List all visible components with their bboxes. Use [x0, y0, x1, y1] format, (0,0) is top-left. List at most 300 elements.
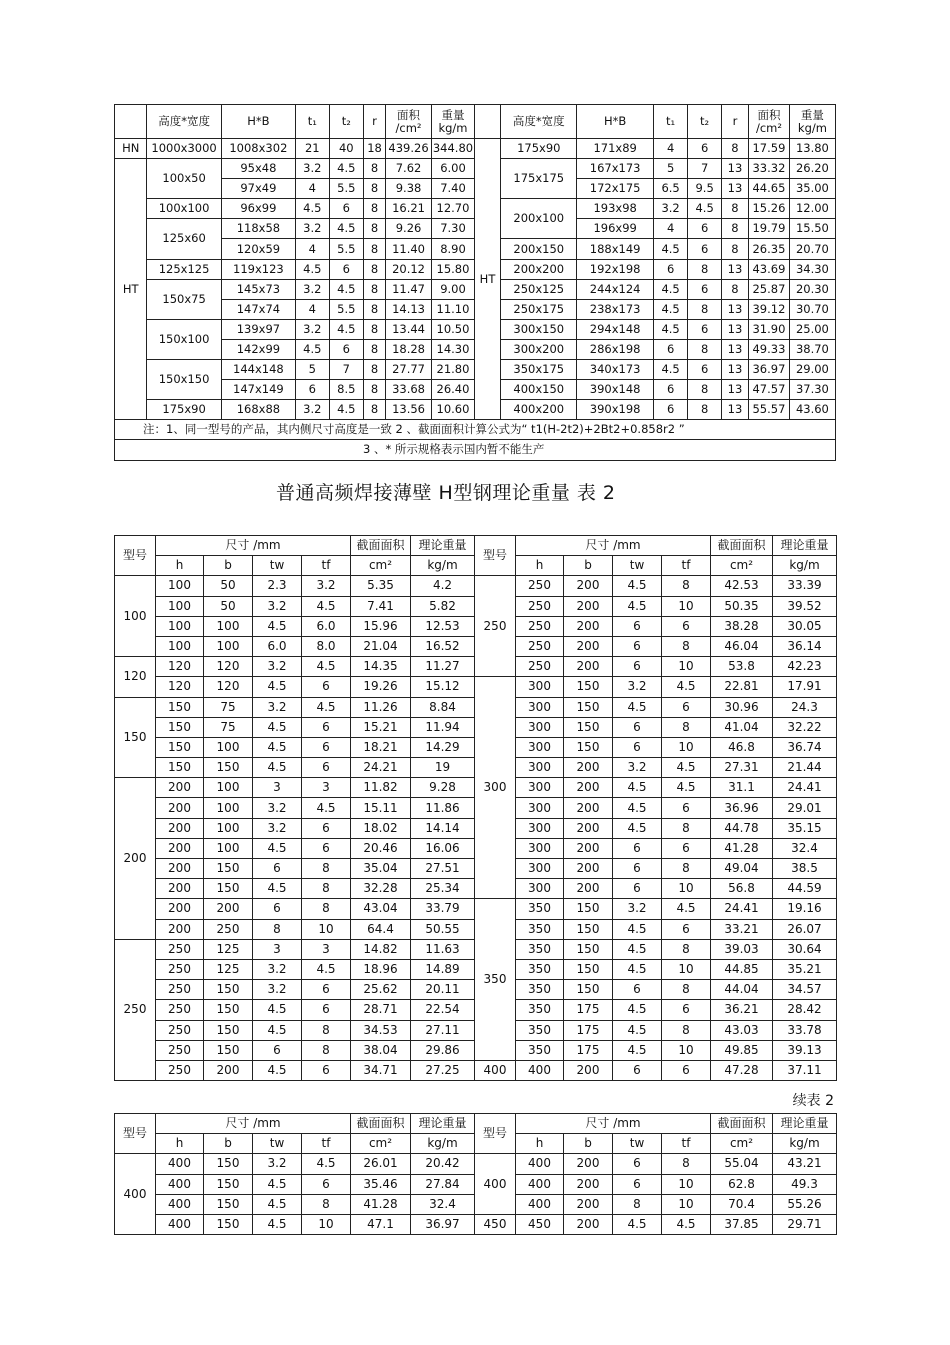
table-cell: 300 — [516, 798, 564, 818]
table-cell: 8 — [364, 299, 386, 319]
table-cell: 36.97 — [749, 360, 790, 380]
column-header: kg/m — [773, 1134, 837, 1154]
table-cell: 6 — [653, 400, 688, 420]
table-cell: 4.5 — [653, 299, 688, 319]
table-cell: 24.41 — [711, 899, 773, 919]
table-cell: 8 — [721, 279, 748, 299]
table-cell: 4.5 — [329, 159, 364, 179]
table-cell: 14.29 — [411, 737, 475, 757]
separator-cell — [474, 105, 500, 139]
table-cell: 4.5 — [613, 818, 662, 838]
table-cell: 6 — [662, 798, 711, 818]
table-cell: 4.5 — [653, 319, 688, 339]
table-cell: 200 — [564, 838, 613, 858]
table-cell: 14.30 — [432, 339, 475, 359]
table3-body — [115, 1114, 837, 1235]
table-cell: 55.57 — [749, 400, 790, 420]
table-cell: 200 — [204, 1060, 253, 1080]
table-cell: 340x173 — [577, 360, 653, 380]
table-cell: 6 — [653, 259, 688, 279]
table-cell: 20.30 — [789, 279, 835, 299]
table-cell: 37.11 — [773, 1060, 837, 1080]
table-cell: 390x198 — [577, 400, 653, 420]
table-cell: 400 — [516, 1060, 564, 1080]
table-cell: 4.5 — [253, 677, 302, 697]
table-cell: 4.5 — [253, 737, 302, 757]
table-cell: 200 — [204, 899, 253, 919]
table-cell: 100x50 — [147, 159, 221, 199]
table-cell: 200 — [564, 596, 613, 616]
table-cell: 3.2 — [253, 1154, 302, 1174]
table-cell: 10 — [662, 1040, 711, 1060]
table-cell: 10 — [662, 879, 711, 899]
table-cell: 6 — [302, 717, 351, 737]
table-cell: 35.04 — [351, 859, 411, 879]
table-cell: 350 — [516, 899, 564, 919]
table-cell: 150 — [204, 1040, 253, 1060]
table-cell: 14.13 — [386, 299, 432, 319]
table-cell: 6 — [662, 838, 711, 858]
h-steel-table-3 — [114, 1113, 837, 1235]
table-cell: 44.65 — [749, 179, 790, 199]
table-cell: 4.5 — [653, 279, 688, 299]
table-cell: 75 — [204, 717, 253, 737]
table-cell: 6 — [329, 259, 364, 279]
table-cell: 17.91 — [773, 677, 837, 697]
table-cell: 30.64 — [773, 939, 837, 959]
type-label: HT — [474, 139, 500, 420]
table-cell: 5.5 — [329, 299, 364, 319]
table-cell: 15.96 — [351, 616, 411, 636]
table-cell: 100 — [204, 838, 253, 858]
table-cell: 50 — [204, 576, 253, 596]
table-cell: 200 — [564, 1060, 613, 1080]
table-cell: 4 — [296, 239, 329, 259]
table-cell: 14.82 — [351, 939, 411, 959]
table-cell: 96x99 — [221, 199, 295, 219]
table-cell: 3.2 — [296, 219, 329, 239]
table-cell: 200x150 — [501, 239, 577, 259]
column-header: tw — [613, 556, 662, 576]
table-cell: 5 — [653, 159, 688, 179]
table-cell: 46.8 — [711, 737, 773, 757]
table-cell: 8 — [688, 259, 721, 279]
table-cell: 27.51 — [411, 859, 475, 879]
table-cell: 6 — [302, 980, 351, 1000]
column-header: b — [564, 556, 613, 576]
table-cell: 439.26 — [386, 139, 432, 159]
table-cell: 120 — [204, 677, 253, 697]
table-cell: 300 — [516, 677, 564, 697]
table-cell: 150 — [204, 1174, 253, 1194]
table-cell: 6 — [302, 818, 351, 838]
table-cell: 200 — [156, 879, 204, 899]
table-cell: 200 — [156, 838, 204, 858]
table-cell: 150 — [564, 899, 613, 919]
column-header: t₁ — [653, 105, 688, 139]
column-header: 尺寸 /mm — [516, 1114, 711, 1134]
table-cell: 400 — [156, 1194, 204, 1214]
table-cell: 7 — [329, 360, 364, 380]
table-cell: 8 — [364, 199, 386, 219]
continued-label: 续表 2 — [792, 1093, 834, 1109]
table-cell: 6.00 — [432, 159, 475, 179]
table-cell: 8.0 — [302, 636, 351, 656]
table-cell: 15.26 — [749, 199, 790, 219]
table-cell: 8.84 — [411, 697, 475, 717]
table-cell: 300 — [516, 838, 564, 858]
table-cell: 400 — [516, 1154, 564, 1174]
table-cell: 20.12 — [386, 259, 432, 279]
table-cell: 14.14 — [411, 818, 475, 838]
table-cell: 250 — [156, 1060, 204, 1080]
table-cell: 8 — [613, 1194, 662, 1214]
table-cell: 11.10 — [432, 299, 475, 319]
table-cell: 6 — [613, 838, 662, 858]
table-cell: 3 — [253, 939, 302, 959]
table-cell: 25.62 — [351, 980, 411, 1000]
table-cell: 100x100 — [147, 199, 221, 219]
table2-body — [115, 536, 837, 1081]
table-cell: 8 — [662, 1154, 711, 1174]
table-cell: 350 — [516, 939, 564, 959]
table-cell: 100 — [156, 636, 204, 656]
table-cell: 4.5 — [662, 778, 711, 798]
table-row — [115, 1154, 837, 1174]
table-cell: 142x99 — [221, 339, 295, 359]
table-cell: 43.21 — [773, 1154, 837, 1174]
table-cell: 4.5 — [613, 1214, 662, 1234]
table-cell: 145x73 — [221, 279, 295, 299]
table-cell: 3.2 — [253, 818, 302, 838]
header-line: 重量 — [800, 107, 824, 122]
table-cell: 26.01 — [351, 1154, 411, 1174]
table-cell: 35.00 — [789, 179, 835, 199]
table-cell: 6 — [662, 616, 711, 636]
table-cell: 193x98 — [577, 199, 653, 219]
table-cell: 6 — [662, 697, 711, 717]
table-cell: 150 — [204, 980, 253, 1000]
table-cell: 350 — [516, 1040, 564, 1060]
table-cell: 8 — [364, 159, 386, 179]
table-cell: 200 — [564, 636, 613, 656]
table-cell: 250 — [156, 939, 204, 959]
table-cell: 6 — [688, 139, 721, 159]
table-cell: 6.0 — [302, 616, 351, 636]
table-cell: 10 — [662, 657, 711, 677]
table-cell: 36.14 — [773, 636, 837, 656]
table-cell: 344.80 — [432, 139, 475, 159]
table-cell: 4.5 — [688, 199, 721, 219]
table-cell: 4.5 — [613, 919, 662, 939]
table-cell: 175x90 — [147, 400, 221, 420]
table-cell: 175x90 — [501, 139, 577, 159]
table-cell: 44.04 — [711, 980, 773, 1000]
table-cell: 5.5 — [329, 239, 364, 259]
table-cell: 200 — [564, 1174, 613, 1194]
table-cell: 400 — [156, 1154, 204, 1174]
table-cell: 27.31 — [711, 758, 773, 778]
table-cell: 4.5 — [296, 259, 329, 279]
table-cell: 53.8 — [711, 657, 773, 677]
table-cell: 3.2 — [253, 959, 302, 979]
table-cell: 250 — [156, 980, 204, 1000]
column-header: b — [204, 1134, 253, 1154]
table-cell: 150 — [564, 939, 613, 959]
table-cell: 11.82 — [351, 778, 411, 798]
table-cell: 29.00 — [789, 360, 835, 380]
table-cell: 4.5 — [613, 939, 662, 959]
table-cell: 8 — [364, 239, 386, 259]
column-header: cm² — [351, 1134, 411, 1154]
table-cell: 4.5 — [613, 1040, 662, 1060]
table-cell: 4 — [296, 299, 329, 319]
table-cell: 150 — [564, 980, 613, 1000]
table-cell: 32.4 — [411, 1194, 475, 1214]
table-cell: 42.23 — [773, 657, 837, 677]
table-cell: 400 — [156, 1214, 204, 1234]
table-cell: 19.79 — [749, 219, 790, 239]
table-cell: 150 — [156, 737, 204, 757]
table-cell: 41.04 — [711, 717, 773, 737]
table-cell: 55.04 — [711, 1154, 773, 1174]
table-cell: 4.5 — [253, 1174, 302, 1194]
table-cell: 50 — [204, 596, 253, 616]
table-cell: 300 — [516, 697, 564, 717]
table-cell: 8 — [688, 339, 721, 359]
column-header: tw — [613, 1134, 662, 1154]
table-cell: 64.4 — [351, 919, 411, 939]
footnote: 注：1、同一型号的产品，其内侧尺寸高度是一致 2 、截面面积计算公式为“ t1(H-2t2)+2Bt2+0.858r2 ” — [115, 420, 836, 440]
table-cell: 15.11 — [351, 798, 411, 818]
table-cell: 150 — [204, 1214, 253, 1234]
header-line: 重量 — [441, 107, 465, 122]
header-unit: /cm² — [755, 120, 782, 135]
table-cell: 200 — [156, 859, 204, 879]
table-cell: 6 — [662, 919, 711, 939]
table-cell: 18.21 — [351, 737, 411, 757]
model-cell: 250 — [115, 939, 156, 1080]
table1-body — [115, 105, 836, 461]
table-cell: 4.5 — [613, 576, 662, 596]
table-cell: 150 — [564, 677, 613, 697]
table-cell: 4.5 — [253, 1020, 302, 1040]
table-cell: 150 — [204, 758, 253, 778]
table-cell: 11.94 — [411, 717, 475, 737]
table-cell: 6.5 — [653, 179, 688, 199]
table-row — [115, 899, 837, 919]
table-cell: 44.78 — [711, 818, 773, 838]
table-cell: 150 — [204, 1020, 253, 1040]
table-cell: 8 — [721, 239, 748, 259]
table-cell: 3.2 — [253, 697, 302, 717]
table-cell: 5.35 — [351, 576, 411, 596]
table-cell: 400x200 — [501, 400, 577, 420]
model-cell: 400 — [475, 1060, 516, 1080]
table-cell: 8 — [253, 919, 302, 939]
table-cell: 19.16 — [773, 899, 837, 919]
table-cell: 8 — [662, 818, 711, 838]
table-cell: 95x48 — [221, 159, 295, 179]
column-header: tw — [253, 1134, 302, 1154]
table-cell: 4.5 — [253, 879, 302, 899]
table-cell: 150x75 — [147, 279, 221, 319]
table-cell: 400 — [516, 1174, 564, 1194]
table-cell: 6 — [302, 838, 351, 858]
table-cell: 20.42 — [411, 1154, 475, 1174]
table-cell: 350 — [516, 919, 564, 939]
table-cell: 450 — [516, 1214, 564, 1234]
table-cell: 3.2 — [296, 319, 329, 339]
table-cell: 3.2 — [613, 758, 662, 778]
table-cell: 18.02 — [351, 818, 411, 838]
table-cell: 6 — [662, 1000, 711, 1020]
table-cell: 125x60 — [147, 219, 221, 259]
table-cell: 8 — [364, 380, 386, 400]
table-cell: 200 — [156, 778, 204, 798]
table-cell: 46.04 — [711, 636, 773, 656]
table-cell: 44.85 — [711, 959, 773, 979]
table-cell: 250 — [516, 657, 564, 677]
table-cell: 3.2 — [613, 677, 662, 697]
table-cell: 390x148 — [577, 380, 653, 400]
table-row — [115, 139, 836, 159]
table-cell: 200 — [156, 919, 204, 939]
table-cell: 14.35 — [351, 657, 411, 677]
table-cell: 4.5 — [302, 596, 351, 616]
table-cell: 12.53 — [411, 616, 475, 636]
table-cell: 32.4 — [773, 838, 837, 858]
table-cell: 49.04 — [711, 859, 773, 879]
table-cell: 120 — [156, 657, 204, 677]
column-header — [386, 105, 432, 139]
table-cell: 250 — [516, 636, 564, 656]
table-cell: 100 — [156, 576, 204, 596]
table-cell: 350x175 — [501, 360, 577, 380]
table-cell: 7.30 — [432, 219, 475, 239]
column-header — [789, 105, 835, 139]
column-header: 理论重量 — [411, 536, 475, 556]
table-cell: 9.28 — [411, 778, 475, 798]
table-cell: 97x49 — [221, 179, 295, 199]
column-header: 截面面积 — [711, 536, 773, 556]
table-cell: 24.21 — [351, 758, 411, 778]
column-header: t₂ — [329, 105, 364, 139]
table-cell: 56.8 — [711, 879, 773, 899]
footnote: 3 、* 所示规格表示国内暂不能生产 — [115, 440, 836, 460]
table-cell: 38.5 — [773, 859, 837, 879]
table-cell: 100 — [204, 818, 253, 838]
header-unit: kg/m — [438, 120, 468, 135]
table-cell: 34.30 — [789, 259, 835, 279]
header-unit: /cm² — [395, 120, 422, 135]
table-cell: 8 — [302, 1040, 351, 1060]
table-cell: 16.06 — [411, 838, 475, 858]
table-cell: 16.52 — [411, 636, 475, 656]
table-cell: 8 — [302, 1194, 351, 1214]
table-cell: 22.81 — [711, 677, 773, 697]
table-cell: 175x175 — [501, 159, 577, 199]
column-header: t₁ — [296, 105, 329, 139]
table-cell: 8 — [364, 279, 386, 299]
table-cell: 13.80 — [789, 139, 835, 159]
table-cell: 294x148 — [577, 319, 653, 339]
table-cell: 7.41 — [351, 596, 411, 616]
table-row — [115, 1060, 837, 1080]
table-cell: 37.30 — [789, 380, 835, 400]
table-cell: 3.2 — [253, 798, 302, 818]
column-header: kg/m — [773, 556, 837, 576]
table-cell: 4.5 — [613, 1020, 662, 1040]
table-cell: 150 — [204, 1194, 253, 1214]
table-cell: 1008x302 — [221, 139, 295, 159]
table-cell: 13 — [721, 400, 748, 420]
table-cell: 24.3 — [773, 697, 837, 717]
table-cell: 6 — [613, 859, 662, 879]
table-cell: 6 — [613, 717, 662, 737]
table-cell: 49.33 — [749, 339, 790, 359]
table-cell: 8 — [364, 259, 386, 279]
table-cell: 9.00 — [432, 279, 475, 299]
table-cell: 8 — [302, 879, 351, 899]
table-cell: 6 — [253, 899, 302, 919]
table-cell: 8 — [302, 899, 351, 919]
table-cell: 125 — [204, 959, 253, 979]
table-cell: 22.54 — [411, 1000, 475, 1020]
table-cell: 6 — [329, 199, 364, 219]
table-cell: 200 — [564, 879, 613, 899]
h-steel-table-2 — [114, 535, 837, 1081]
table-cell: 6 — [688, 360, 721, 380]
table-cell: 16.21 — [386, 199, 432, 219]
table-cell: 200 — [564, 758, 613, 778]
table-cell: 200x100 — [501, 199, 577, 239]
table-cell: 8 — [662, 636, 711, 656]
table-cell: 4.5 — [662, 1214, 711, 1234]
column-header: 截面面积 — [711, 1114, 773, 1134]
table-cell: 13 — [721, 360, 748, 380]
column-header: h — [516, 556, 564, 576]
column-header: H*B — [577, 105, 653, 139]
table-cell: 250 — [516, 596, 564, 616]
table-cell: 300 — [516, 778, 564, 798]
table-cell: 200 — [564, 818, 613, 838]
table-cell: 400 — [156, 1174, 204, 1194]
model-cell: 250 — [475, 576, 516, 677]
table-cell: 13 — [721, 259, 748, 279]
column-header: H*B — [221, 105, 295, 139]
table-cell: 150 — [564, 737, 613, 757]
column-header: tf — [662, 1134, 711, 1154]
table-cell: 3.2 — [253, 980, 302, 1000]
table-cell: 8 — [364, 360, 386, 380]
table-cell: 55.26 — [773, 1194, 837, 1214]
table-cell: 150 — [204, 1154, 253, 1174]
table-cell: 35.15 — [773, 818, 837, 838]
table-cell: 6 — [302, 1174, 351, 1194]
table-cell: 300 — [516, 879, 564, 899]
table-cell: 10 — [662, 1194, 711, 1214]
table-cell: 10 — [662, 596, 711, 616]
table-cell: 34.57 — [773, 980, 837, 1000]
table-cell: 8.90 — [432, 239, 475, 259]
table-cell: 3.2 — [296, 400, 329, 420]
table-cell: 25.87 — [749, 279, 790, 299]
table-cell: 175 — [564, 1020, 613, 1040]
table-cell: 3 — [302, 939, 351, 959]
table-cell: 350 — [516, 1000, 564, 1020]
table-cell: 47.57 — [749, 380, 790, 400]
